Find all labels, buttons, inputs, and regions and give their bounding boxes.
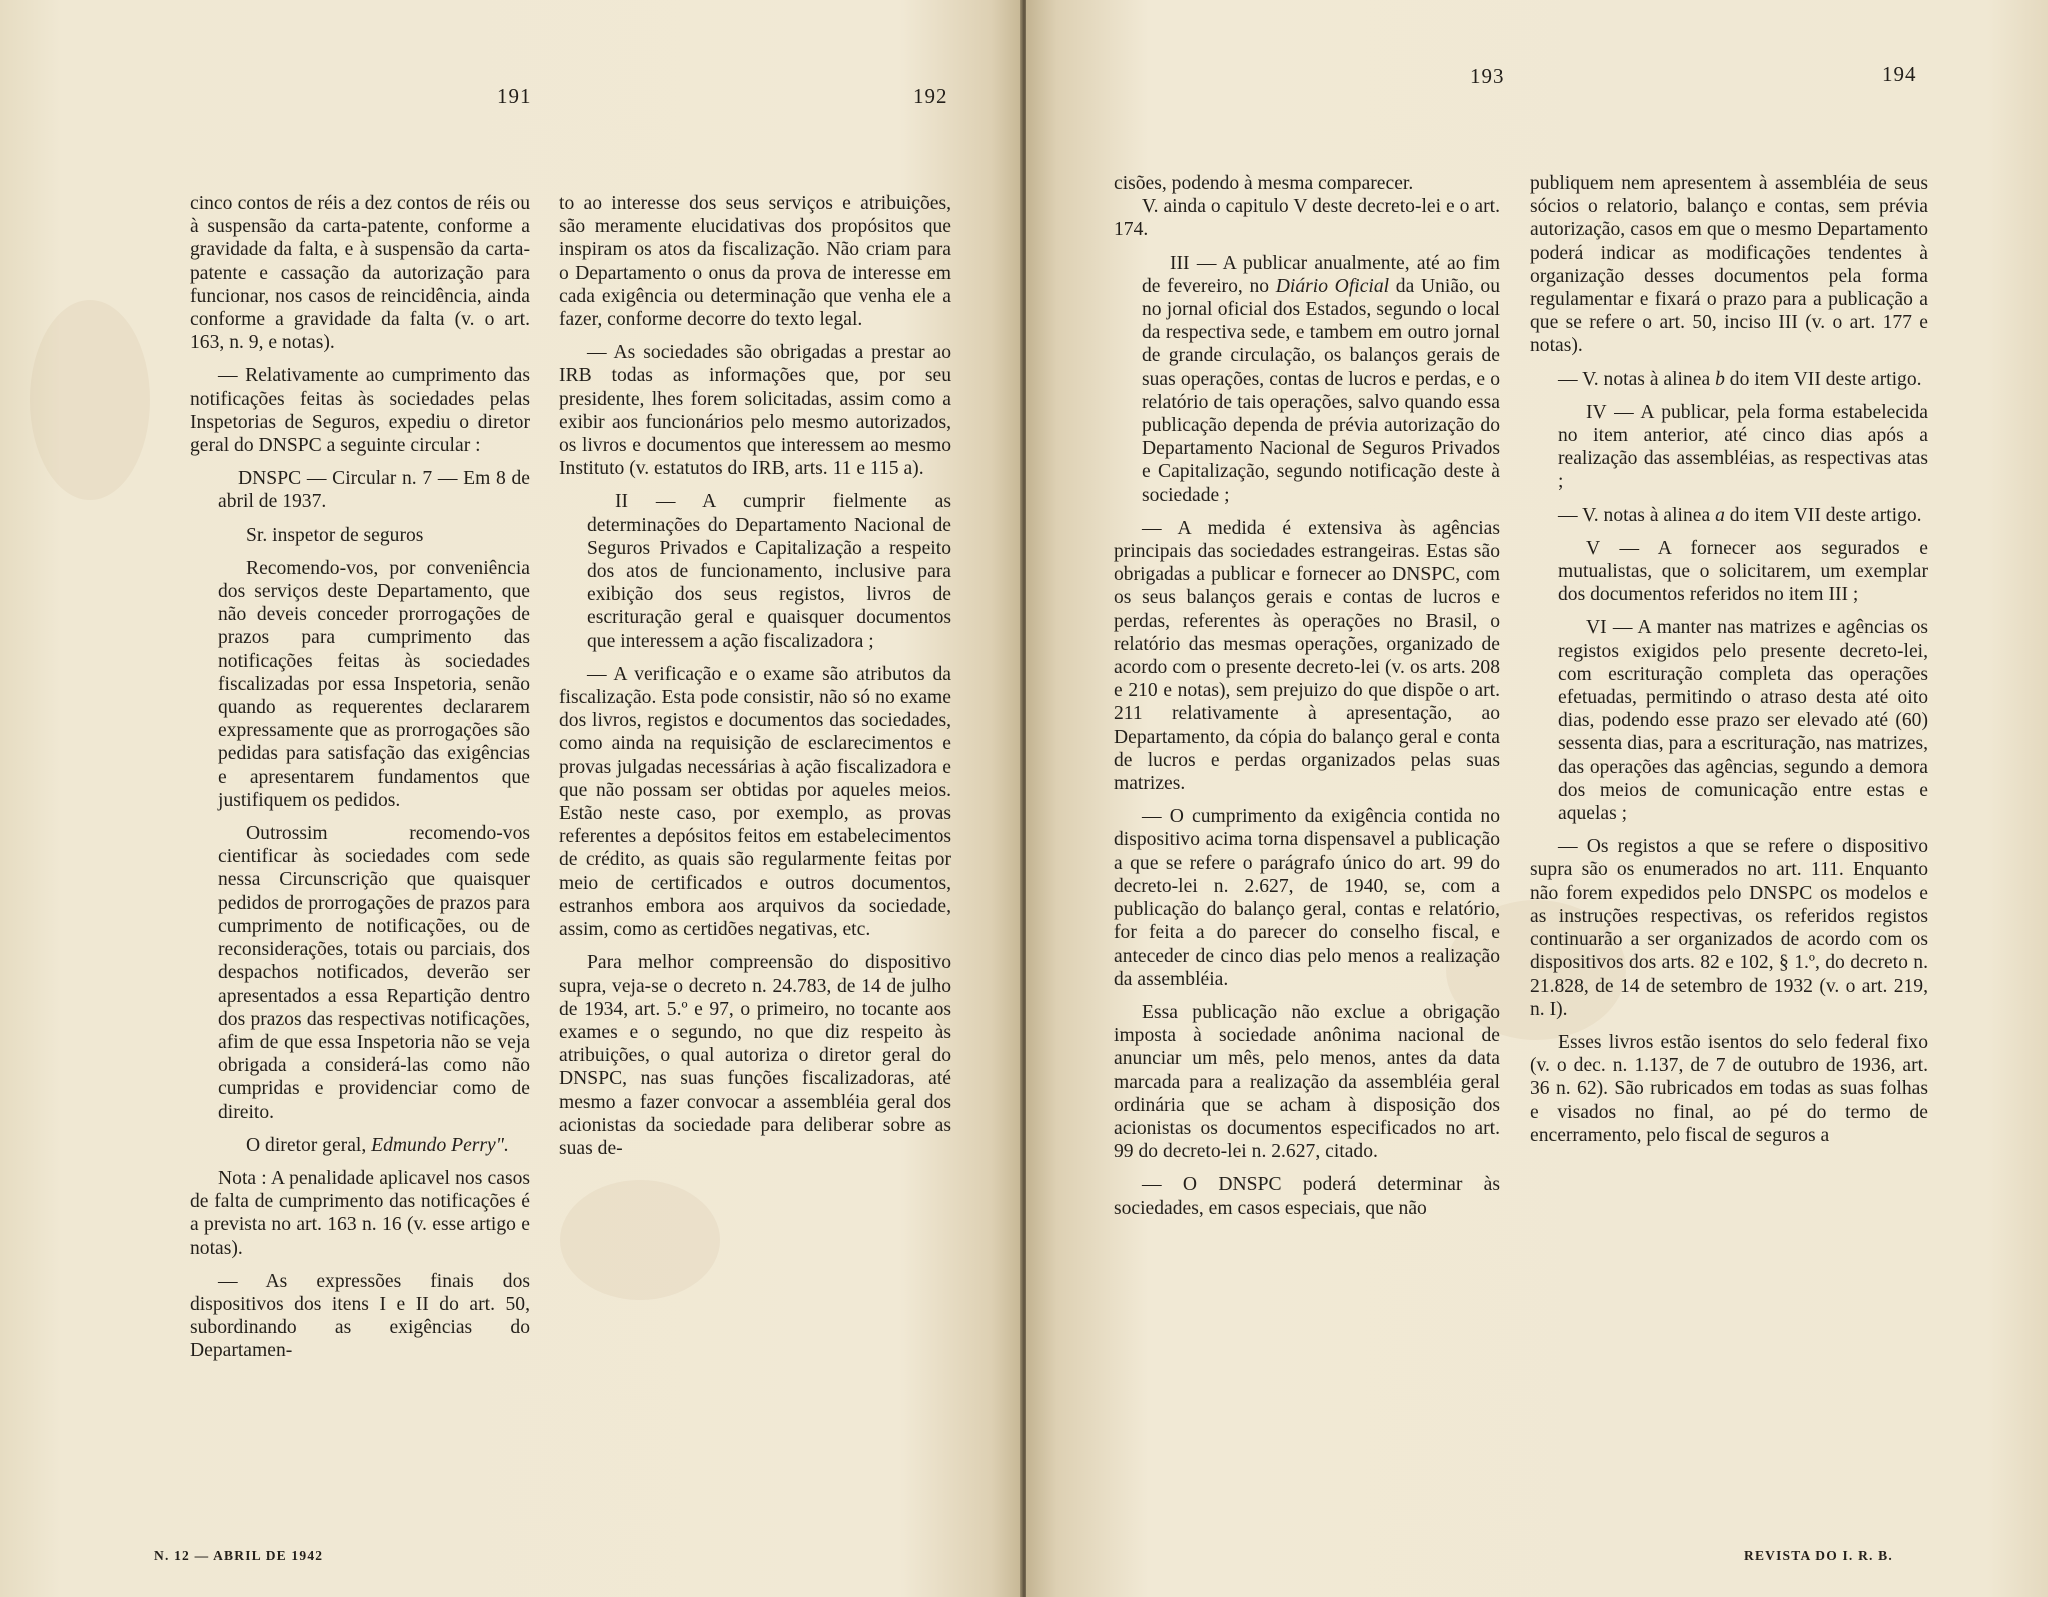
item-iii-start: III — A publicar anualmente, até ao fim de fevereiro, no <box>1142 252 1500 297</box>
page-number-193: 193 <box>1470 64 1505 88</box>
paragraph: — Relativamente ao cumprimento das notificações feitas às sociedades pelas Inspetorias de Seguros, expediu o diretor geral do DNSPC a seguinte circular : <box>190 365 530 457</box>
page-number-194: 194 <box>1882 62 1917 86</box>
paragraph: to ao interesse dos seus serviços e atribuições, são meramente elucidativas dos propósitos que inspiram os atos da fiscalização. Não criam para o Departamento o onus da prova de interesse em cada exigência ou determinação que venha ele a fazer, conforme decorre do texto legal. <box>559 193 951 331</box>
note-a <box>1530 504 1928 527</box>
paragraph: Recomendo-vos, por conveniência dos serviços deste Departamento, que não deveis conceder prorrogações de prazos para cumprimento das notificações feitas às sociedades fiscalizadas por essa Inspetoria, senão quando as requerentes declararem expressamente que as prorrogações são pedidas para satisfação das exigências e apresentarem fundamentos que justifiquem os pedidos. <box>218 557 530 811</box>
footer-issue: N. 12 — ABRIL DE 1942 <box>154 1548 324 1563</box>
item-v: V — A fornecer aos segurados e mutualistas, que o solicitarem, um exemplar dos documentos referidos no item III ; <box>1558 537 1928 606</box>
circular-heading: DNSPC — Circular n. 7 — Em 8 de abril de 1937. <box>218 468 530 513</box>
paragraph: cisões, podendo à mesma comparecer. <box>1114 173 1414 194</box>
page-number-192: 192 <box>913 84 948 108</box>
signature-label: O diretor geral, <box>246 1134 367 1156</box>
paper-stain <box>560 1180 720 1300</box>
note: Nota : A penalidade aplicavel nos casos de falta de cumprimento das notificações é a prevista no art. 163 n. 16 (v. esse artigo e notas). <box>190 1167 530 1259</box>
paragraph: — A verificação e o exame são atributos da fiscalização. Esta pode consistir, não só no exame dos livros, registos e documentos das sociedades, como ainda na requisição de esclarecimentos e provas julgadas necessárias à ação fiscalizadora e que não possam ser obtidas por aqueles meios. Estão neste caso, por exemplo, as provas referentes a depósitos feitos em estabelecimentos de crédito, as quais são regularmente feitas por meio de certificados e outros documentos, estranhos embora aos arquivos da sociedade, assim, como as certidões negativas, etc. <box>559 663 951 941</box>
paragraph: — A medida é extensiva às agências principais das sociedades estrangeiras. Estas são obrigadas a publicar e fornecer ao DNSPC, com os seus balanços gerais e contas de lucros e perdas, referentes às operações no Brasil, o relatório das mesmas operações, organizado de acordo com o presente decreto-lei (v. os arts. 208 e 210 e notas), sem prejuizo do que dispõe o art. 211 relativamente à apresentação, ao Departamento, da cópia do balanço geral e conta de lucros e perdas organizados pelas suas matrizes. <box>1114 517 1500 795</box>
signature-name: Edmundo Perry". <box>371 1134 509 1156</box>
note-b <box>1530 368 1928 391</box>
page-number-191: 191 <box>497 84 532 108</box>
paragraph: V. ainda o capitulo V deste decreto-lei e o art. 174. <box>1114 196 1500 241</box>
note-text: do item VII deste artigo. <box>1729 368 1922 390</box>
paragraph: — As expressões finais dos dispositivos dos itens I e II do art. 50, subordinando as exigências do Departamen- <box>190 1270 530 1362</box>
paragraph: publiquem nem apresentem à assembléia de seus sócios o relatorio, balanço e contas, sem prévia autorização, casos em que o mesmo Departamento poderá indicar as modificações tendentes à organização desses documentos pela forma regulamentar e fixará o prazo para a publicação a que se refere o art. 50, inciso III (v. o art. 177 e notas). <box>1530 173 1928 357</box>
item-ii: II — A cumprir fielmente as determinações do Departamento Nacional de Seguros Privados e Capitalização a respeito dos atos de funcionamento, inclusive para exibição dos seus registos, livros de escrituração geral e quaisquer documentos que interessem a ação fiscalizadora ; <box>587 491 951 652</box>
paragraph: Para melhor compreensão do dispositivo supra, veja-se o decreto n. 24.783, de 14 de julho de 1934, art. 5.º e 97, o primeiro, no tocante aos exames e o segundo, no que diz respeito às atribuições, o qual autoriza o diretor geral do DNSPC, nas suas funções fiscalizadoras, até mesmo a fazer convocar a assembléia geral dos acionistas da sociedade para deliberar sobre as suas de- <box>559 952 951 1159</box>
column-191 <box>190 192 530 1373</box>
diario-oficial: Diário Oficial <box>1275 275 1390 297</box>
note-text: — V. notas à alinea <box>1558 504 1711 526</box>
note-letter: a <box>1715 504 1725 526</box>
item-iii <box>1142 252 1500 507</box>
right-page <box>1026 0 2048 1597</box>
column-194 <box>1530 172 1928 1157</box>
note-text: do item VII deste artigo. <box>1729 504 1922 526</box>
item-iii-rest: da União, ou no jornal oficial dos Estados, segundo o local da respectiva sede, e tambem em outro jornal de grande circulação, os balanços gerais de suas operações, contas de lucros e perdas, e o relatório de tais operações, salvo quando essa publicação dependa de prévia autorização do Departamento Nacional de Seguros Privados e Capitalização, segundo notificação deste à sociedade ; <box>1142 275 1501 506</box>
paragraph: — As sociedades são obrigadas a prestar ao IRB todas as informações que, por seu presidente, lhes forem solicitadas, assim como a exibir aos funcionários pelo mesmo autorizados, os livros e documentos que interessem ao mesmo Instituto (v. estatutos do IRB, arts. 11 e 115 a). <box>559 342 951 480</box>
footer-journal: REVISTA DO I. R. B. <box>1744 1548 1893 1563</box>
paragraph: Esses livros estão isentos do selo federal fixo (v. o dec. n. 1.137, de 7 de outubro de 1936, art. 36 n. 62). São rubricados em todas as suas folhas e visados no final, ao pé do termo de encerramento, pelo fiscal de seguros a <box>1530 1031 1928 1146</box>
paper-stain <box>30 300 150 500</box>
column-193 <box>1114 172 1500 1230</box>
paragraph: — Os registos a que se refere o dispositivo supra são os enumerados no art. 111. Enquanto não forem expedidos pelo DNSPC os modelos e as instruções respectivas, os referidos registos continuarão a ser organizados de acordo com os dispositivos dos arts. 82 e 102, § 1.º, do decreto n. 21.828, de 14 de setembro de 1932 (v. o art. 219, n. I). <box>1530 836 1928 1020</box>
signature-line <box>218 1134 530 1157</box>
note-letter: b <box>1715 368 1725 390</box>
paragraph: — O DNSPC poderá determinar às sociedades, em casos especiais, que não <box>1114 1174 1500 1219</box>
item-iv: IV — A publicar, pela forma estabelecida no item anterior, até cinco dias após a realização das assembléias, as respectivas atas ; <box>1558 401 1928 493</box>
paragraph: Outrossim recomendo-vos cientificar às sociedades com sede nessa Circunscrição que quaisquer pedidos de prorrogações de prazos para cumprimento de notificações, ou de reconsiderações, totais ou parciais, dos despachos notificados, deverão ser apresentados a essa Repartição dentro dos prazos das respectivas notificações, afim de que essa Inspetoria não se veja obrigada a considerá-las como não cumpridas e providenciar como de direito. <box>218 823 530 1123</box>
paragraph: cinco contos de réis a dez contos de réis ou à suspensão da carta-patente, conforme a gravidade da falta, e à suspensão da carta-patente e cassação da autorização para funcionar, nos casos de reincidência, ainda conforme a gravidade da falta (v. o art. 163, n. 9, e notas). <box>190 193 530 354</box>
salutation: Sr. inspetor de seguros <box>246 524 424 546</box>
column-192 <box>559 192 951 1170</box>
left-page <box>0 0 1022 1597</box>
paragraph: — O cumprimento da exigência contida no dispositivo acima torna dispensavel a publicação a que se refere o parágrafo único do art. 99 do decreto-lei n. 2.627, de 1940, se, com a publicação do balanço geral, contas e relatório, for feita a do parecer do conselho fiscal, e anteceder de cinco dias pelo menos a realização da assembléia. <box>1114 806 1500 990</box>
item-vi: VI — A manter nas matrizes e agências os registos exigidos pelo presente decreto-lei, com escrituração completa das operações efetuadas, permitindo o atraso desta até oito dias, podendo esse prazo ser elevado até (60) sessenta dias, para a escrituração, nas matrizes, das operações das agências, segundo a demora dos meios de comunicação entre estas e aquelas ; <box>1558 617 1928 825</box>
paragraph: Essa publicação não exclue a obrigação imposta à sociedade anônima nacional de anunciar um mês, pelo menos, antes da data marcada para a realização da assembléia geral ordinária que se acham à disposição dos acionistas os documentos especificados no art. 99 do decreto-lei n. 2.627, citado. <box>1114 1001 1500 1163</box>
note-text: — V. notas à alinea <box>1558 368 1711 390</box>
